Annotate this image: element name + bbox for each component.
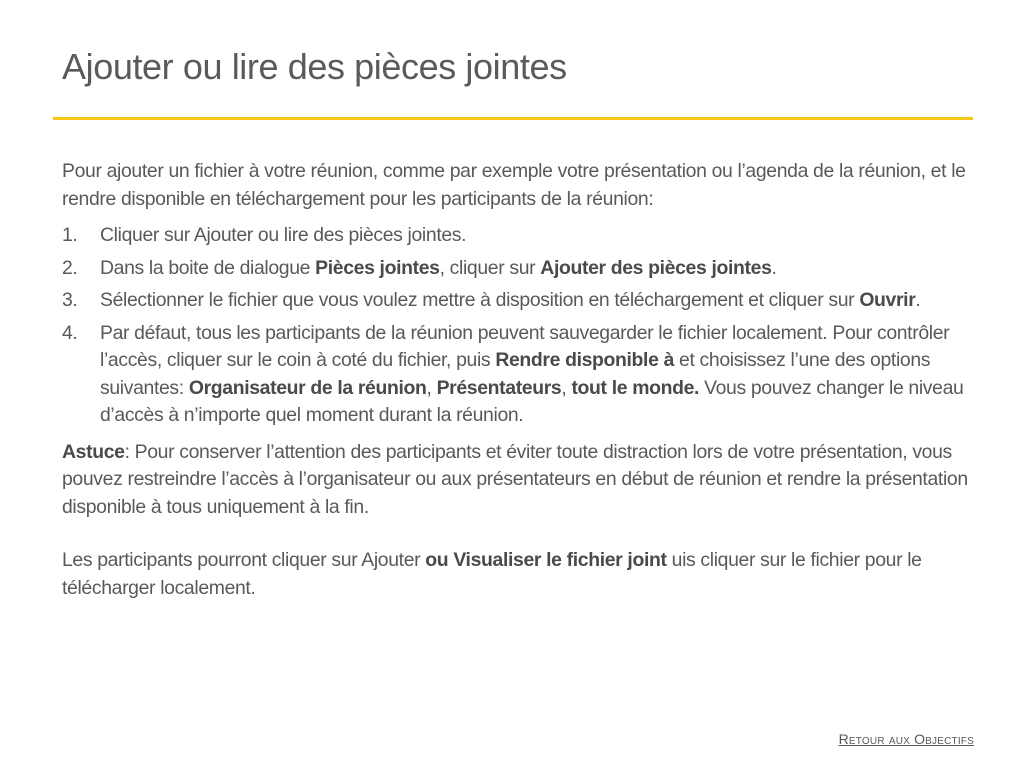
step-text: Dans la boite de dialogue	[100, 256, 316, 279]
closing-bold-text: ou Visualiser le fichier joint	[425, 549, 667, 571]
step-bold-text: Ouvrir	[859, 289, 916, 311]
step-item-1	[62, 222, 974, 250]
step-bold-text: Présentateurs	[436, 376, 562, 399]
step-bold-text: Rendre disponible à	[495, 349, 674, 371]
step-text: ,	[561, 376, 572, 399]
step-text: Par défaut, tous les participants de la réunion peuvent sauvegarder le fichier localement. Pour contrôler l’accès, cliquer sur le coin à coté du fichier, puis	[100, 321, 950, 371]
title-divider	[53, 117, 973, 120]
step-text: Vous pouvez changer le niveau d’accès à n’importe quel moment durant la réunion.	[100, 376, 964, 426]
step-bold-text: tout le monde.	[571, 376, 700, 399]
intro-paragraph: Pour ajouter un fichier à votre réunion, comme par exemple votre présentation ou l’agenda de la réunion, et le rendre disponible en téléchargement pour les participants de la réunion:	[62, 160, 966, 210]
slide-title: Ajouter ou lire des pièces jointes	[62, 46, 567, 87]
slide-content	[62, 158, 974, 602]
step-number: 4.	[62, 321, 78, 344]
closing-text: uis cliquer sur le fichier pour le télécharger localement.	[62, 549, 922, 599]
step-bold-text: Organisateur de la réunion	[188, 376, 427, 399]
closing-paragraph	[62, 547, 974, 602]
step-text: ,	[426, 376, 437, 399]
tip-label: Astuce	[62, 440, 125, 463]
step-number: 1.	[62, 224, 78, 246]
step-text: et choisissez l’une des options suivantes:	[100, 349, 931, 399]
step-number: 2.	[62, 256, 78, 279]
tip-text: : Pour conserver l’attention des participants et éviter toute distraction lors de votre présentation, vous pouvez restreindre l’accès à l’organisateur ou aux présentateurs en début de réunion et rendre la présentation disponible à tous uniquement à la fin.	[62, 440, 968, 518]
step-item-2	[62, 255, 974, 283]
step-item-4	[62, 320, 974, 430]
step-text: Sélectionner le fichier que vous voulez mettre à disposition en téléchargement et cliquer sur	[100, 289, 860, 311]
step-text: , cliquer sur	[439, 256, 541, 279]
tip-paragraph	[62, 439, 974, 522]
back-to-objectives-link[interactable]: Retour aux Objectifs	[838, 731, 974, 747]
step-text: .	[915, 289, 921, 311]
closing-text: Les participants pourront cliquer sur Ajouter	[62, 549, 426, 571]
step-bold-text: Pièces jointes	[315, 256, 440, 279]
step-number: 3.	[62, 289, 78, 311]
step-bold-text: Ajouter des pièces jointes	[540, 256, 772, 279]
step-text: Cliquer sur Ajouter ou lire des pièces jointes.	[100, 224, 467, 246]
step-item-3	[62, 287, 974, 315]
steps-list	[62, 222, 974, 430]
step-text: .	[771, 256, 777, 279]
